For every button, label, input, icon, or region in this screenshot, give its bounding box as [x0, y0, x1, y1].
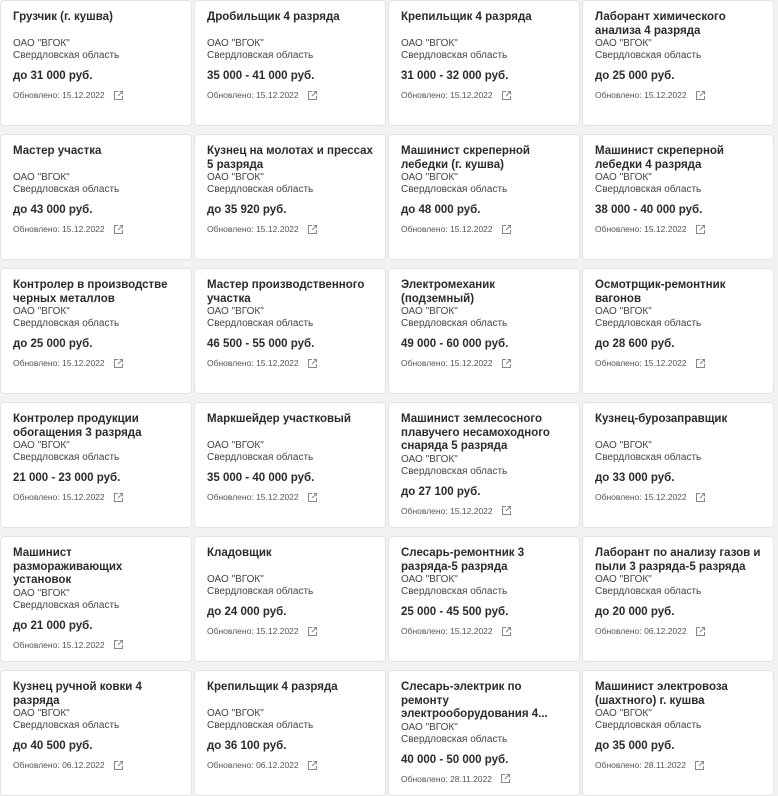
- updated-row: [401, 625, 567, 637]
- external-link-icon[interactable]: [501, 505, 512, 516]
- company-name: ОАО "ВГОК": [207, 574, 264, 585]
- region-name: Свердловская область: [13, 452, 120, 463]
- external-link-icon[interactable]: [113, 358, 124, 369]
- vacancy-card[interactable]: [388, 0, 580, 126]
- updated-date: 15.12.2022: [644, 492, 687, 502]
- region-name: Свердловская область: [13, 50, 120, 61]
- updated-label: Обновлено:: [401, 773, 448, 784]
- vacancy-card[interactable]: [388, 402, 580, 528]
- vacancy-title[interactable]: Машинист землесосного плавучего несамоходного снаряда 5 разряда: [401, 413, 550, 452]
- external-link-icon[interactable]: [694, 760, 705, 771]
- updated-label: Обновлено:: [595, 224, 642, 234]
- updated-label: Обновлено:: [401, 224, 448, 234]
- external-link-icon[interactable]: [113, 492, 124, 503]
- updated-row: [401, 89, 567, 101]
- external-link-icon[interactable]: [500, 773, 511, 784]
- salary: до 27 100 руб.: [401, 485, 481, 498]
- updated-row: [401, 773, 567, 785]
- region-name: Свердловская область: [595, 50, 702, 61]
- updated-label: Обновлено:: [401, 90, 448, 100]
- region-name: Свердловская область: [207, 452, 314, 463]
- salary: 49 000 - 60 000 руб.: [401, 338, 509, 350]
- vacancy-card[interactable]: [582, 268, 774, 394]
- region-name: Свердловская область: [13, 720, 120, 731]
- external-link-icon[interactable]: [501, 358, 512, 369]
- region-name: Свердловская область: [401, 465, 508, 477]
- updated-date: 15.12.2022: [450, 358, 493, 368]
- updated-date: 15.12.2022: [450, 505, 493, 516]
- vacancy-title[interactable]: Лаборант химического анализа 4 разряда: [595, 11, 726, 37]
- updated-row: [401, 505, 567, 517]
- vacancy-card[interactable]: [582, 0, 774, 126]
- vacancy-card[interactable]: [582, 402, 774, 528]
- updated-date: 15.12.2022: [62, 90, 105, 100]
- updated-label: Обновлено:: [207, 224, 254, 234]
- updated-row: [207, 357, 373, 369]
- company-name: ОАО "ВГОК": [401, 453, 458, 465]
- salary: до 25 000 руб.: [595, 70, 675, 82]
- salary: 31 000 - 32 000 руб.: [401, 70, 509, 82]
- vacancy-title[interactable]: Грузчик (г. кушва): [13, 11, 113, 23]
- vacancy-card[interactable]: [194, 268, 386, 394]
- vacancy-title[interactable]: Контролер в производстве черных металлов: [13, 279, 168, 305]
- vacancy-title[interactable]: Крепильщик 4 разряда: [401, 11, 532, 23]
- vacancy-title[interactable]: Мастер участка: [13, 145, 102, 157]
- company-name: ОАО "ВГОК": [595, 172, 652, 183]
- company-name: ОАО "ВГОК": [401, 574, 458, 585]
- region-name: Свердловская область: [207, 586, 314, 597]
- region-name: Свердловская область: [595, 586, 702, 597]
- updated-date: 15.12.2022: [450, 90, 493, 100]
- vacancy-title[interactable]: Дробильщик 4 разряда: [207, 11, 340, 23]
- updated-row: [595, 491, 761, 503]
- updated-row: [401, 357, 567, 369]
- company-name: ОАО "ВГОК": [13, 306, 70, 317]
- external-link-icon[interactable]: [695, 492, 706, 503]
- vacancy-card[interactable]: [582, 134, 774, 260]
- vacancy-title[interactable]: Электромеханик (подземный): [401, 279, 496, 305]
- updated-label: Обновлено:: [401, 626, 448, 636]
- updated-date: 15.12.2022: [644, 224, 687, 234]
- updated-date: 15.12.2022: [256, 358, 299, 368]
- updated-date: 15.12.2022: [62, 224, 105, 234]
- vacancy-title[interactable]: Осмотрщик-ремонтник вагонов: [595, 279, 726, 305]
- updated-date: 15.12.2022: [256, 626, 299, 636]
- external-link-icon[interactable]: [307, 224, 318, 235]
- salary: 40 000 - 50 000 руб.: [401, 753, 509, 766]
- updated-row: [207, 89, 373, 101]
- vacancy-card[interactable]: [194, 670, 386, 796]
- updated-date: 15.12.2022: [450, 224, 493, 234]
- salary: 21 000 - 23 000 руб.: [13, 472, 121, 484]
- updated-label: Обновлено:: [13, 492, 60, 502]
- salary: до 20 000 руб.: [595, 606, 675, 618]
- vacancy-card[interactable]: [194, 536, 386, 662]
- company-name: ОАО "ВГОК": [207, 306, 264, 317]
- updated-label: Обновлено:: [13, 358, 60, 368]
- company-name: ОАО "ВГОК": [207, 708, 264, 719]
- company-name: ОАО "ВГОК": [401, 38, 458, 49]
- updated-label: Обновлено:: [207, 358, 254, 368]
- external-link-icon[interactable]: [501, 626, 512, 637]
- vacancy-title[interactable]: Машинист размораживающих установок: [13, 547, 123, 586]
- region-name: Свердловская область: [401, 184, 508, 195]
- vacancy-title[interactable]: Крепильщик 4 разряда: [207, 681, 338, 693]
- salary: 25 000 - 45 500 руб.: [401, 606, 509, 618]
- vacancy-title[interactable]: Кузнец-бурозаправщик: [595, 413, 728, 425]
- updated-row: [207, 625, 373, 637]
- updated-date: 28.11.2022: [644, 760, 686, 770]
- external-link-icon[interactable]: [695, 224, 706, 235]
- updated-row: [13, 357, 179, 369]
- company-name: ОАО "ВГОК": [401, 306, 458, 317]
- updated-date: 06.12.2022: [256, 760, 299, 770]
- vacancy-title[interactable]: Машинист электровоза (шахтного) г. кушва: [595, 681, 728, 707]
- region-name: Свердловская область: [13, 184, 120, 195]
- updated-row: [401, 223, 567, 235]
- updated-date: 15.12.2022: [62, 639, 105, 650]
- external-link-icon[interactable]: [695, 90, 706, 101]
- updated-date: 15.12.2022: [450, 626, 493, 636]
- region-name: Свердловская область: [401, 733, 508, 745]
- updated-label: Обновлено:: [207, 760, 254, 770]
- vacancy-title[interactable]: Кузнец ручной ковки 4 разряда: [13, 681, 142, 707]
- updated-row: [207, 759, 373, 771]
- company-name: ОАО "ВГОК": [13, 587, 70, 599]
- region-name: Свердловская область: [207, 720, 314, 731]
- vacancy-title[interactable]: Машинист скреперной лебедки (г. кушва): [401, 145, 530, 171]
- vacancy-card[interactable]: [388, 670, 580, 796]
- updated-date: 06.12.2022: [62, 760, 105, 770]
- external-link-icon[interactable]: [307, 90, 318, 101]
- company-name: ОАО "ВГОК": [207, 440, 264, 451]
- updated-row: [595, 357, 761, 369]
- updated-date: 15.12.2022: [644, 90, 687, 100]
- updated-row: [595, 759, 761, 771]
- updated-label: Обновлено:: [13, 639, 60, 650]
- company-name: ОАО "ВГОК": [13, 708, 70, 719]
- updated-date: 15.12.2022: [256, 90, 299, 100]
- vacancy-card[interactable]: [194, 134, 386, 260]
- company-name: ОАО "ВГОК": [595, 38, 652, 49]
- vacancy-card[interactable]: [582, 670, 774, 796]
- updated-row: [13, 491, 179, 503]
- vacancy-title[interactable]: Контролер продукции обогащения 3 разряда: [13, 413, 142, 439]
- vacancy-card[interactable]: [0, 0, 192, 126]
- external-link-icon[interactable]: [695, 626, 706, 637]
- updated-date: 28.11.2022: [450, 773, 492, 784]
- vacancy-card[interactable]: [388, 134, 580, 260]
- external-link-icon[interactable]: [307, 760, 318, 771]
- updated-label: Обновлено:: [595, 626, 642, 636]
- region-name: Свердловская область: [207, 50, 314, 61]
- vacancy-card[interactable]: [0, 134, 192, 260]
- updated-row: [13, 759, 179, 771]
- external-link-icon[interactable]: [307, 626, 318, 637]
- region-name: Свердловская область: [595, 184, 702, 195]
- updated-row: [13, 89, 179, 101]
- company-name: ОАО "ВГОК": [595, 574, 652, 585]
- salary: 46 500 - 55 000 руб.: [207, 338, 315, 350]
- company-name: ОАО "ВГОК": [401, 172, 458, 183]
- updated-row: [13, 223, 179, 235]
- salary: до 40 500 руб.: [13, 740, 93, 752]
- updated-date: 15.12.2022: [62, 358, 105, 368]
- salary: до 25 000 руб.: [13, 338, 93, 350]
- updated-row: [595, 223, 761, 235]
- updated-row: [13, 639, 179, 651]
- salary: до 36 100 руб.: [207, 740, 287, 752]
- company-name: ОАО "ВГОК": [207, 38, 264, 49]
- updated-row: [595, 625, 761, 637]
- updated-label: Обновлено:: [13, 760, 60, 770]
- salary: до 43 000 руб.: [13, 204, 93, 216]
- updated-date: 15.12.2022: [256, 492, 299, 502]
- salary: 35 000 - 40 000 руб.: [207, 472, 315, 484]
- updated-row: [595, 89, 761, 101]
- salary: до 28 600 руб.: [595, 338, 675, 350]
- vacancy-card[interactable]: [0, 268, 192, 394]
- updated-row: [207, 223, 373, 235]
- updated-date: 15.12.2022: [256, 224, 299, 234]
- updated-label: Обновлено:: [401, 358, 448, 368]
- external-link-icon[interactable]: [307, 358, 318, 369]
- region-name: Свердловская область: [595, 720, 702, 731]
- external-link-icon[interactable]: [501, 90, 512, 101]
- salary: до 33 000 руб.: [595, 472, 675, 484]
- updated-label: Обновлено:: [595, 760, 642, 770]
- salary: до 21 000 руб.: [13, 619, 93, 632]
- vacancy-card[interactable]: [0, 402, 192, 528]
- updated-label: Обновлено:: [13, 90, 60, 100]
- region-name: Свердловская область: [401, 586, 508, 597]
- region-name: Свердловская область: [595, 452, 702, 463]
- external-link-icon[interactable]: [113, 90, 124, 101]
- updated-label: Обновлено:: [401, 505, 448, 516]
- external-link-icon[interactable]: [307, 492, 318, 503]
- region-name: Свердловская область: [207, 184, 314, 195]
- salary: 35 000 - 41 000 руб.: [207, 70, 315, 82]
- updated-row: [207, 491, 373, 503]
- vacancy-card[interactable]: [582, 536, 774, 662]
- vacancy-title[interactable]: Мастер производственного участка: [207, 279, 365, 305]
- updated-label: Обновлено:: [207, 492, 254, 502]
- company-name: ОАО "ВГОК": [13, 440, 70, 451]
- vacancy-title[interactable]: Лаборант по анализу газов и пыли 3 разряда-5 разряда: [595, 547, 761, 573]
- region-name: Свердловская область: [401, 50, 508, 61]
- vacancy-title[interactable]: Слесарь-электрик по ремонту электрооборудования 4...: [401, 681, 548, 720]
- region-name: Свердловская область: [401, 318, 508, 329]
- updated-date: 15.12.2022: [62, 492, 105, 502]
- external-link-icon[interactable]: [695, 358, 706, 369]
- company-name: ОАО "ВГОК": [13, 172, 70, 183]
- salary: до 24 000 руб.: [207, 606, 287, 618]
- salary: до 31 000 руб.: [13, 70, 93, 82]
- updated-label: Обновлено:: [207, 626, 254, 636]
- external-link-icon[interactable]: [113, 224, 124, 235]
- external-link-icon[interactable]: [113, 639, 124, 650]
- region-name: Свердловская область: [13, 318, 120, 329]
- salary: до 35 920 руб.: [207, 204, 287, 216]
- updated-label: Обновлено:: [13, 224, 60, 234]
- company-name: ОАО "ВГОК": [595, 440, 652, 451]
- region-name: Свердловская область: [595, 318, 702, 329]
- company-name: ОАО "ВГОК": [401, 721, 458, 733]
- salary: 38 000 - 40 000 руб.: [595, 204, 703, 216]
- salary: до 35 000 руб.: [595, 740, 675, 752]
- external-link-icon[interactable]: [501, 224, 512, 235]
- external-link-icon[interactable]: [113, 760, 124, 771]
- salary: до 48 000 руб.: [401, 204, 481, 216]
- updated-date: 15.12.2022: [644, 358, 687, 368]
- vacancy-card[interactable]: [194, 0, 386, 126]
- region-name: Свердловская область: [207, 318, 314, 329]
- updated-label: Обновлено:: [595, 358, 642, 368]
- updated-label: Обновлено:: [595, 90, 642, 100]
- region-name: Свердловская область: [13, 599, 120, 611]
- updated-label: Обновлено:: [207, 90, 254, 100]
- company-name: ОАО "ВГОК": [207, 172, 264, 183]
- vacancy-title[interactable]: Машинист скреперной лебедки 4 разряда: [595, 145, 724, 171]
- vacancy-title[interactable]: Маркшейдер участковый: [207, 413, 351, 425]
- vacancy-title[interactable]: Слесарь-ремонтник 3 разряда-5 разряда: [401, 547, 525, 573]
- updated-label: Обновлено:: [595, 492, 642, 502]
- company-name: ОАО "ВГОК": [595, 306, 652, 317]
- vacancy-title[interactable]: Кладовщик: [207, 547, 272, 559]
- company-name: ОАО "ВГОК": [595, 708, 652, 719]
- vacancy-card[interactable]: [0, 536, 192, 662]
- vacancy-title[interactable]: Кузнец на молотах и прессах 5 разряда: [207, 145, 373, 171]
- vacancy-card[interactable]: [0, 670, 192, 796]
- vacancy-card[interactable]: [388, 268, 580, 394]
- company-name: ОАО "ВГОК": [13, 38, 70, 49]
- updated-date: 06.12.2022: [644, 626, 687, 636]
- vacancy-card[interactable]: [194, 402, 386, 528]
- vacancy-card[interactable]: [388, 536, 580, 662]
